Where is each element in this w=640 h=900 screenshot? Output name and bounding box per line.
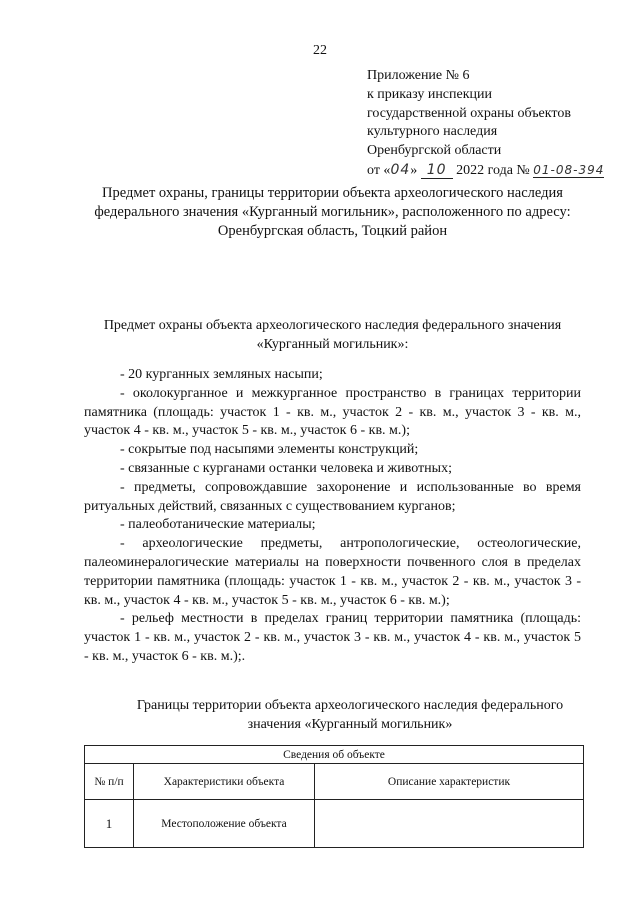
appendix-block	[367, 67, 604, 181]
handwritten-day: 04	[390, 161, 411, 178]
list-item: - околокурганное и межкурганное пространство в границах территории памятника (площадь: участок 1 - кв. м., участок 2 - кв. м., участок 3 - кв. м., участок 4 - кв. м., участок 5 - кв. м., участок 6 - кв. м.);	[84, 385, 581, 439]
list-item: - предметы, сопровождавшие захоронение и использованные во время ритуальных действий, связанных с существованием курганов;	[84, 479, 581, 514]
list-item: - палеоботанические материалы;	[120, 517, 316, 533]
table-header-cell: Характеристики объекта	[134, 764, 315, 800]
appendix-line: Приложение № 6	[367, 68, 470, 83]
list-item: - 20 курганных земляных насыпи;	[120, 367, 323, 382]
appendix-line: Оренбургской области	[367, 143, 502, 159]
object-info-table	[84, 745, 584, 848]
appendix-line: культурного наследия	[367, 124, 498, 140]
handwritten-month: 10	[421, 162, 453, 179]
protection-list	[84, 366, 581, 667]
appendix-line: государственной охраны объектов	[367, 105, 571, 121]
handwritten-order-number: 01-08-394	[533, 162, 605, 177]
protection-heading: Предмет охраны объекта археологического наследия федерального значения «Курганный могильник»:	[103, 318, 562, 352]
table-header-row	[85, 764, 584, 800]
list-item: - сокрытые под насыпями элементы конструкций;	[120, 442, 419, 458]
appendix-date-line	[367, 161, 604, 181]
list-item: - рельеф местности в пределах границ территории памятника (площадь: участок 1 - кв. м., участок 2 - кв. м., участок 3 - кв. м., участок 4 - кв. м., участок 5 - кв. м., участок 6 - кв. м.);.	[84, 611, 581, 664]
date-mid: »	[410, 162, 421, 178]
date-prefix: от «	[367, 162, 391, 178]
appendix-line: к приказу инспекции	[367, 86, 493, 102]
table-header-cell: № п/п	[85, 764, 134, 800]
table-caption: Сведения об объекте	[85, 746, 584, 764]
table-cell: Местоположение объекта	[134, 800, 315, 848]
table-header-cell: Описание характеристик	[315, 764, 584, 800]
page-number: 22	[313, 43, 327, 58]
table-cell	[315, 800, 584, 848]
document-title: Предмет охраны, границы территории объекта археологического наследия федерального значения «Курганный могильник», расположенного по адресу: Оренбургская область, Тоцкий район	[94, 185, 571, 239]
list-item: - археологические предметы, антропологические, остеологические, палеоминералогические материалы на поверхности почвенного слоя в пределах территории памятника (площадь: участок 1 - кв. м., участок 2 - кв. м., участок 3 - кв. м., участок 4 - кв. м., участок 5 - кв. м., участок 6 - кв. м.);	[84, 536, 581, 608]
table-cell: 1	[85, 800, 134, 848]
table-caption-row	[85, 746, 584, 764]
boundaries-heading: Границы территории объекта археологического наследия федерального значения «Курганный могильник»	[136, 698, 564, 732]
list-item: - связанные с курганами останки человека и животных;	[120, 460, 452, 476]
date-year: 2022 года №	[452, 162, 534, 178]
table-row	[85, 800, 584, 848]
